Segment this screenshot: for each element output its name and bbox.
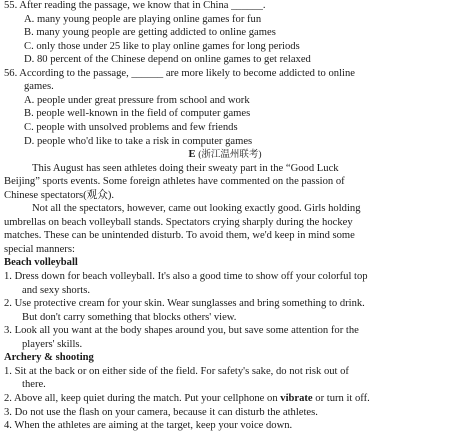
beach-item-1: 1. Dress down for beach volleyball. It's also a good time to show off your colorful top bbox=[4, 271, 368, 282]
q56-option-c: C. people with unsolved problems and few friends bbox=[24, 121, 238, 133]
section-source: (浙江温州联考) bbox=[198, 150, 262, 161]
vibrate-word: vibrate bbox=[280, 392, 313, 404]
q56-option-d: D. people who'd like to take a risk in computer games bbox=[24, 135, 253, 147]
archery-item-2-text: 2. Above all, keep quiet during the match. Put your cellphone on bbox=[4, 392, 281, 404]
archery-shooting-heading: Archery & shooting bbox=[4, 352, 94, 364]
q55-option-a: A. many young people are playing online games for fun bbox=[24, 13, 262, 25]
q56-option-a: A. people under great pressure from school and work bbox=[24, 94, 250, 106]
q55-option-d: D. 80 percent of the Chinese depend on online games to get relaxed bbox=[24, 54, 311, 66]
passage-p1-line1: This August has seen athletes doing their sweaty part in the “Good Luck bbox=[32, 162, 339, 174]
archery-item-2-tail: or turn it off. bbox=[312, 392, 370, 404]
beach-volleyball-heading: Beach volleyball bbox=[4, 257, 78, 269]
beach-item-2: 2. Use protective cream for your skin. Wear sunglasses and bring something to drink. bbox=[4, 298, 365, 310]
q56-stem-line2: games. bbox=[24, 81, 54, 93]
archery-item-2 bbox=[4, 394, 448, 405]
passage-p2-line4: special manners: bbox=[4, 243, 75, 255]
archery-item-1-cont: there. bbox=[22, 379, 46, 391]
archery-item-1: 1. Sit at the back or on either side of the field. For safety's sake, do not risk out of bbox=[4, 365, 349, 377]
archery-item-4: 4. When the athletes are aiming at the target, keep your voice down. bbox=[4, 420, 293, 432]
beach-item-3: 3. Look all you want at the body shapes around you, but save some attention for the bbox=[4, 325, 359, 337]
q55-option-b: B. many young people are getting addicted to online games bbox=[24, 27, 276, 39]
passage-p1-line2: Beijing” sports events. Some foreign athletes have commented on the passion of bbox=[4, 176, 345, 188]
beach-item-2-cont: But don't carry something that blocks others' view. bbox=[22, 311, 237, 323]
q55-option-c: C. only those under 25 like to play online games for long periods bbox=[24, 40, 300, 52]
beach-item-3-cont: players' skills. bbox=[22, 338, 83, 350]
passage-p2-line3: matches. These can be unintended disturb. To avoid them, we'd keep in mind some bbox=[4, 230, 355, 242]
passage-p2-line1: Not all the spectators, however, came out looking exactly good. Girls holding bbox=[32, 203, 361, 215]
archery-item-3: 3. Do not use the flash on your camera, because it can disturb the athletes. bbox=[4, 406, 318, 418]
beach-item-1-cont: and sexy shorts. bbox=[22, 284, 90, 296]
q56-stem-line1: 56. According to the passage, ______ are more likely to become addicted to online bbox=[4, 67, 355, 79]
q55-stem: 55. After reading the passage, we know that in China ______. bbox=[4, 0, 266, 11]
passage-p1-line3: Chinese spectators(观众). bbox=[4, 189, 115, 201]
section-letter: E bbox=[188, 149, 196, 161]
section-heading bbox=[0, 150, 450, 161]
passage-p2-line2: umbrellas on beach volleyball stands. Spectators crying sharply during the hockey bbox=[4, 216, 353, 228]
q56-option-b: B. people well-known in the field of computer games bbox=[24, 108, 251, 120]
